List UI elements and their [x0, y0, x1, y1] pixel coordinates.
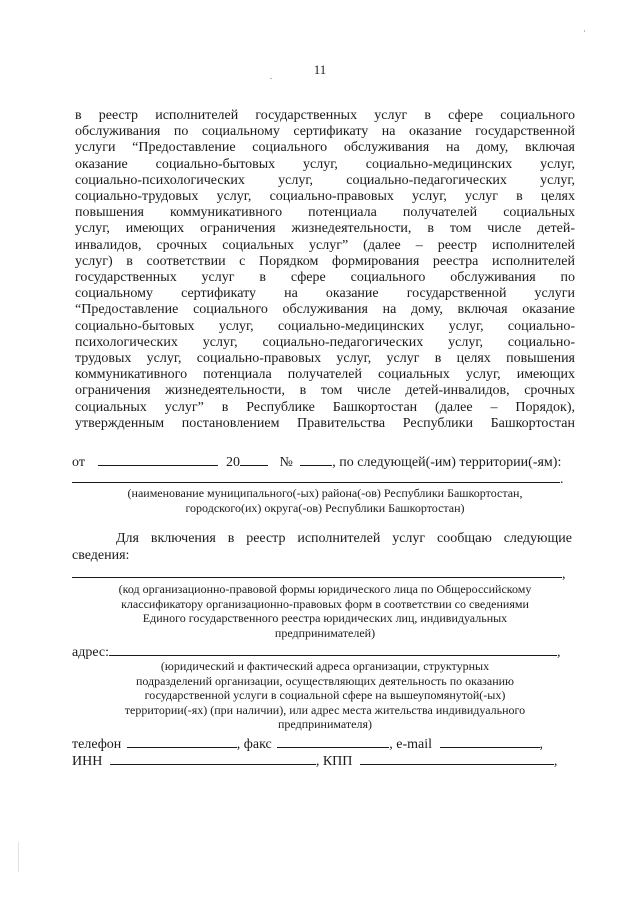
body-line: трудовых услуг, социально-правовых услуг, услуг в целях повышения	[75, 351, 575, 367]
opf-line-end: ,	[562, 567, 566, 582]
contacts-line-end: ,	[539, 737, 543, 752]
body-line: государственных услуг в сфере социального обслуживания по	[75, 270, 575, 286]
info-paragraph	[72, 530, 572, 564]
body-line: социальному сертификату на оказание государственной услуги	[75, 286, 575, 302]
body-line: утвержденным постановлением Правительства Республики Башкортостан	[75, 415, 575, 431]
caption-line: предпринимателей)	[274, 625, 376, 640]
body-line: услуги “Предоставление социального обслуживания на дому, включая	[75, 140, 575, 156]
body-line: социально-бытовых услуг, социально-медицинских услуг, социально-	[75, 318, 575, 334]
opf-blank[interactable]	[72, 565, 562, 578]
phone-blank[interactable]	[127, 735, 237, 748]
body-line: социально-психологических услуг, социально-педагогических услуг,	[75, 172, 575, 188]
email-blank[interactable]	[440, 735, 540, 748]
scan-speck	[584, 30, 585, 32]
body-line: ограничения жизнедеятельности, в том числе детей-инвалидов, срочных	[75, 383, 575, 399]
phone-label: телефон	[72, 737, 122, 752]
email-label: , e-mail	[389, 737, 432, 752]
fax-blank[interactable]	[277, 735, 389, 748]
body-line: социально-трудовых услуг, социально-правовых услуг, услуг в целях	[75, 189, 575, 205]
fax-label: , факс	[236, 737, 272, 752]
page-number: 11	[313, 62, 327, 77]
caption-line: (юридический и фактический адреса организации, структурных	[160, 659, 490, 673]
address-blank[interactable]	[109, 643, 557, 656]
inn-line-end: ,	[553, 754, 558, 769]
address-caption	[80, 659, 570, 732]
year-prefix: 20	[225, 455, 240, 470]
caption-line: предпринимателя)	[278, 717, 372, 732]
scan-speck	[18, 842, 19, 872]
caption-line: городского(их) округа(-ов) Республики Башкортостан)	[185, 500, 465, 515]
info-line-1: Для включения в реестр исполнителей услуг сообщаю следующие	[116, 531, 572, 546]
body-line: в реестр исполнителей государственных услуг в сфере социального	[75, 108, 575, 123]
body-line: психологических услуг, социально-педагогических услуг, социально-	[75, 334, 575, 350]
body-line: инвалидов, срочных социальных услуг” (далее – реестр исполнителей	[75, 237, 575, 253]
inn-blank[interactable]	[110, 752, 316, 765]
inn-row	[72, 752, 572, 770]
caption-line: (код организационно-правовой формы юридического лица по Общероссийскому	[118, 582, 532, 596]
address-line-end: ,	[557, 645, 561, 660]
territory-blank[interactable]	[72, 470, 560, 483]
opf-caption	[80, 582, 570, 640]
body-line: “Предоставление социального обслуживания на дому, включая оказание	[75, 302, 575, 318]
body-line: обслуживания по социальному сертификату на оказание государственной	[75, 124, 575, 140]
caption-line: (наименование муниципального(-ых) района(-ов) Республики Башкортостан,	[127, 486, 523, 500]
opf-line[interactable]	[72, 565, 567, 583]
body-line: оказание социально-бытовых услуг, социально-медицинских услуг,	[75, 156, 575, 172]
contacts-row	[72, 735, 572, 753]
number-sign: №	[279, 455, 293, 470]
body-line: коммуникативного потенциала получателей социальных услуг, имеющих	[75, 367, 575, 383]
inn-label: ИНН	[72, 754, 103, 769]
date-prefix: от	[72, 455, 85, 470]
territory-line-end: .	[560, 472, 564, 487]
territory-caption	[80, 486, 570, 515]
caption-line: Единого государственного реестра юридических лиц, индивидуальных	[142, 611, 508, 626]
info-line-2: сведения:	[72, 548, 130, 563]
body-line: социальных услуг” в Республике Башкортостан (далее – Порядок),	[75, 399, 575, 415]
territory-suffix: , по следующей(-им) территории(-ям):	[332, 455, 562, 470]
body-line: повышения коммуникативного потенциала получателей социальных	[75, 205, 575, 221]
date-blank[interactable]	[98, 453, 218, 466]
year-blank[interactable]	[240, 453, 268, 466]
body-line: услуг) в соответствии с Порядком формирования реестра исполнителей	[75, 253, 575, 269]
caption-line: государственной услуги в социальной сфере на вышеупомянутой(-ых)	[144, 688, 506, 703]
address-label: адрес:	[72, 645, 110, 660]
caption-line: классификатору организационно-правовых форм в соответствии со сведениями	[121, 596, 529, 611]
caption-line: подразделений организации, осуществляющих деятельность по оказанию	[135, 673, 515, 688]
date-line	[72, 453, 567, 471]
caption-line: территории(-ях) (при наличии), или адрес места жительства индивидуального	[124, 702, 526, 717]
number-blank[interactable]	[300, 453, 332, 466]
body-paragraph	[75, 108, 575, 432]
body-line: услуг, имеющих ограничения жизнедеятельности, в том числе детей-	[75, 221, 575, 237]
scan-mark: .	[270, 72, 272, 81]
kpp-label: , КПП	[315, 754, 353, 769]
kpp-blank[interactable]	[360, 752, 554, 765]
